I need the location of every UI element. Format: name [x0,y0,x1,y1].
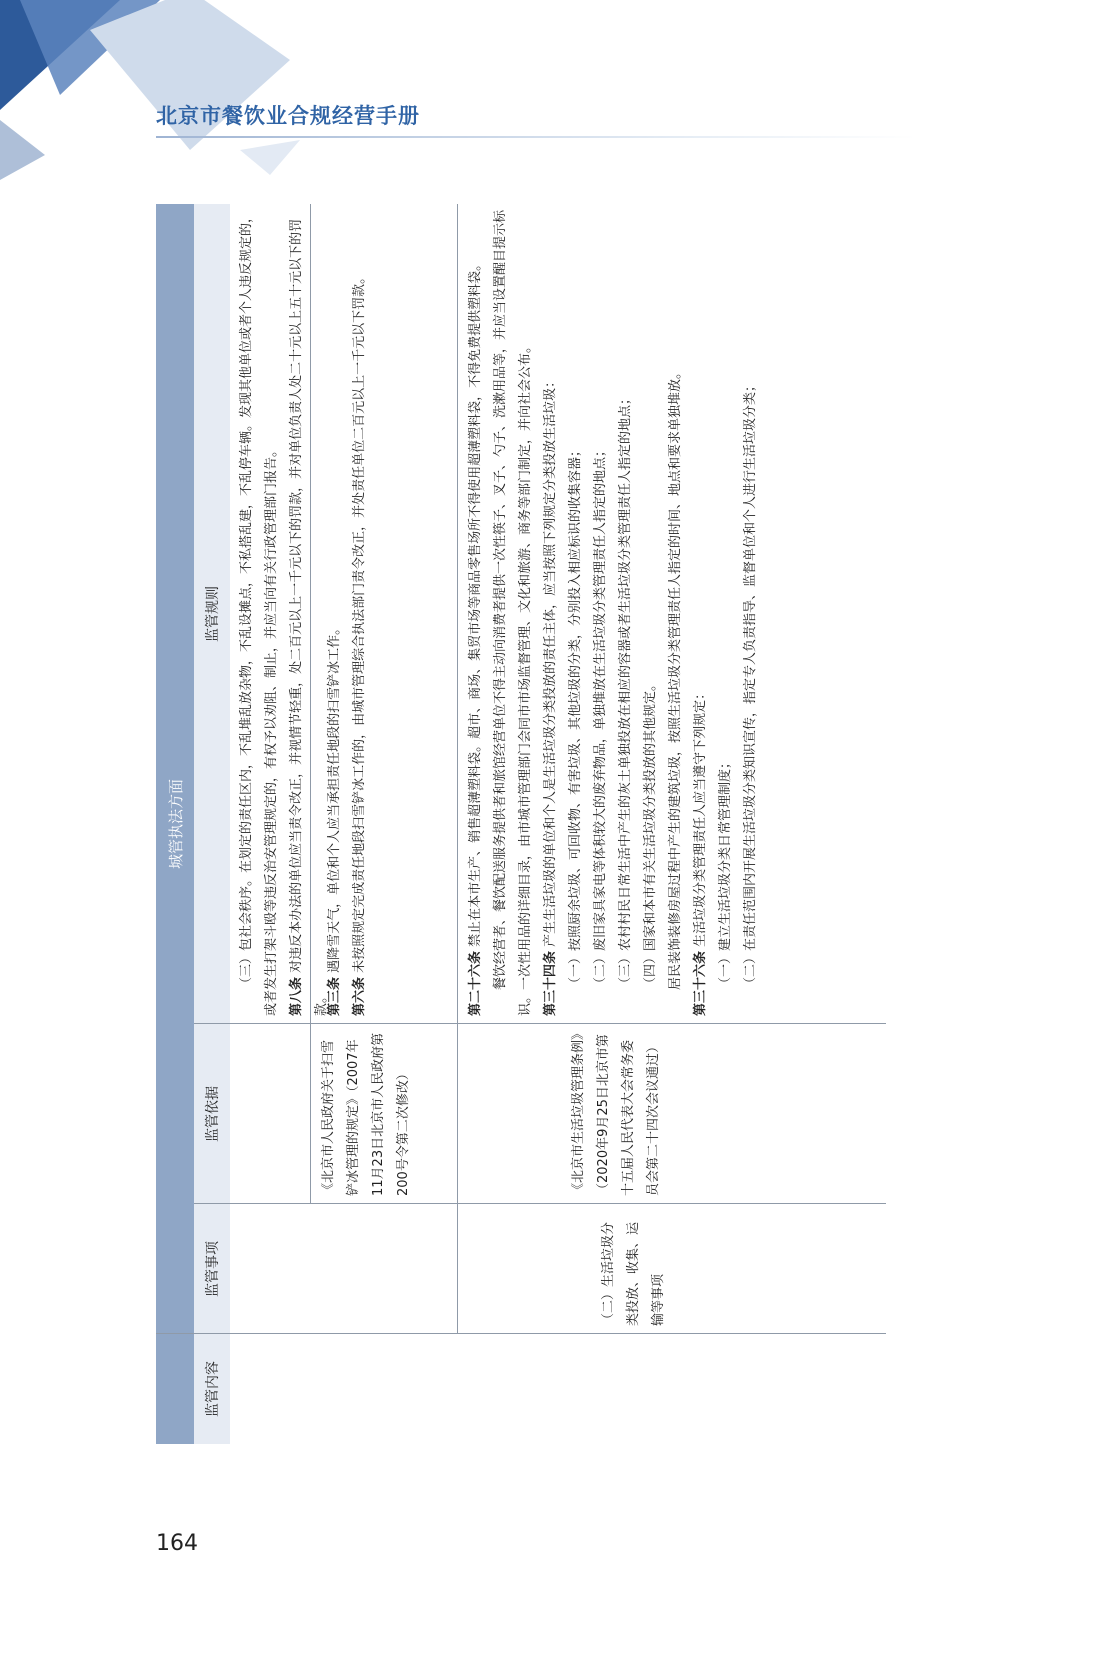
rule-text: 产生生活垃圾的单位和个人是生活垃圾分类投放的责任主体，应当按照下列规定分类投放生活垃圾： [543,374,558,947]
rule-paragraph [688,210,713,1016]
rule-list-item: （二）在责任范围内开展生活垃圾分类知识宣传，指定专人负责指导、监督单位和个人进行生活垃圾分类； [743,378,758,990]
grid-line [457,204,458,1334]
rule-paragraph [347,210,372,1016]
column-header-item: 监管事项 [205,1241,221,1297]
rules-table [156,204,886,1444]
rule-text: 生活垃圾分类管理责任人应当遵守下列规定： [693,686,708,947]
table-row-1-rules [234,210,334,1016]
column-header-content: 监管内容 [205,1361,221,1417]
rule-paragraph [322,210,347,1016]
section-band: 城管执法方面 [156,204,194,1444]
table-row-3-basis: 《北京市生活垃圾管理条例》（2020年9月25日北京市第十五届人民代表大会常务委员会第二十四次会议通过） [571,1033,661,1196]
rule-list-item: （一）按照厨余垃圾、可回收物、有害垃圾、其他垃圾的分类，分别投入相应标识的收集容器； [568,443,583,990]
article-label: 第三十六条 [693,950,708,1016]
rule-list-item: （三）农村村民日常生活中产生的灰土单独投放在相应的容器或者生活垃圾分类管理责任人指定的地点； [618,391,633,990]
rule-text: 未按照规定完成责任地段扫雪铲冰工作的，由城市管理综合执法部门责令改正，并处责任单位二百元以上一千元以下罚款。 [352,270,367,973]
rule-text: 遇降雪天气，单位和个人应当承担责任地段的扫雪铲冰工作。 [327,621,342,973]
column-header-row [194,204,230,1444]
article-label: 第六条 [352,976,367,1016]
table-row-2-basis: 《北京市人民政府关于扫雪铲冰管理的规定》（2007年11月23日北京市人民政府第200号令第二次修改） [321,1032,411,1196]
article-label: 第三十四条 [543,950,558,1016]
running-header-title: 北京市餐饮业合规经营手册 [156,104,420,128]
rule-list-item: （一）建立生活垃圾分类日常管理制度； [718,755,733,990]
rule-list-item: （四）国家和本市有关生活垃圾分类投放的其他规定。 [643,677,658,990]
table-row-3-rules [463,210,763,1016]
article-label: 第二十六条 [468,950,483,1016]
rule-text: 对违反本办法的单位应当责令改正，并视情节轻重，处二百元以上一千元以下的罚款，并对单位负责人处二十元以上五十元以下的罚款。 [289,218,329,1016]
rule-list-item: （二）废旧家具家电等体积较大的废弃物品，单独堆放在生活垃圾分类管理责任人指定的地点； [593,443,608,990]
rule-paragraph [463,210,488,1016]
table-row-2-rules [322,210,372,1016]
grid-line [156,1333,886,1334]
rule-paragraph: 居民装饰装修房屋过程中产生的建筑垃圾，按照生活垃圾分类管理责任人指定的时间、地点和要求单独堆放。 [668,365,683,990]
table-row-3-item: （二）生活垃圾分类投放、收集、运输等事项 [601,1221,666,1326]
rule-paragraph: 餐饮经营者、餐饮配送服务提供者和旅馆经营单位不得主动向消费者提供一次性筷子、叉子、勺子、洗漱用品等，并应当设置醒目提示标识。一次性用品的详细目录，由市城市管理部门会同市市场监督管理、文化和旅游、商务等部门制定，并向社会公布。 [493,209,533,1016]
article-label: 第三条 [327,976,342,1016]
page-number: 164 [156,1531,198,1556]
rule-text: 禁止在本市生产、销售超薄塑料袋。超市、商场、集贸市场等商品零售场所不得使用超薄塑料袋，不得免费提供塑料袋。 [468,257,483,947]
corner-decoration [0,0,360,180]
grid-line [194,1023,886,1024]
rule-paragraph: （三）包社会秩序。在划定的责任区内，不乱堆乱放杂物，不乱设摊点，不私搭乱建，不乱停车辆。发现其他单位或者个人违反规定的，或者发生打架斗殴等违反治安管理规定的，有权予以劝阻、制止，并应当向有关行政管理部门报告。 [239,209,279,1016]
header-divider [156,136,916,138]
grid-line [194,1203,886,1204]
column-header-basis: 监管依据 [205,1086,221,1142]
column-header-rules: 监管规则 [205,586,221,642]
article-label: 第八条 [289,976,304,1016]
rule-paragraph [538,210,563,1016]
